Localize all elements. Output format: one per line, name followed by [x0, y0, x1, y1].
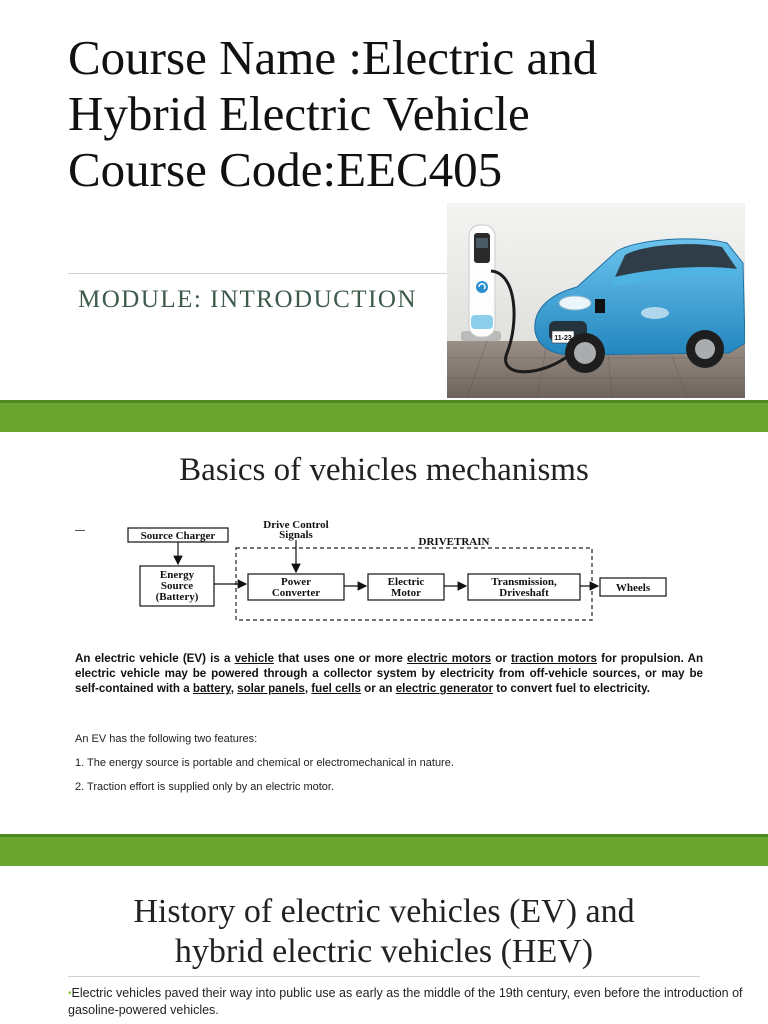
paragraph-text: to convert fuel to electricity. — [493, 682, 650, 695]
vehicle-link[interactable]: vehicle — [234, 652, 274, 665]
bullet-icon: • — [68, 988, 72, 999]
paragraph-text: or — [491, 652, 512, 665]
drivetrain-label: DRIVETRAIN — [418, 536, 490, 548]
license-plate-text: 11-23 — [554, 335, 572, 342]
slide-heading — [0, 892, 768, 972]
ev-charging-photo — [447, 203, 745, 398]
ev-features-list — [75, 732, 703, 804]
ev-definition-paragraph — [75, 651, 703, 696]
heading-line: hybrid electric vehicles (HEV) — [174, 933, 594, 970]
drive-control-label: Drive Control — [263, 519, 329, 531]
electric-motor-label: Motor — [391, 587, 421, 599]
dash-mark — [75, 530, 85, 531]
history-slide — [0, 866, 768, 1024]
feature-item: 2. Traction effort is supplied only by an electric motor. — [75, 781, 335, 793]
features-intro: An EV has the following two features: — [75, 733, 258, 745]
course-title-line: Hybrid Electric Vehicle — [68, 86, 530, 141]
heading-divider — [68, 976, 700, 977]
electric-generator-link[interactable]: electric generator — [395, 682, 494, 695]
module-subtitle: MODULE: INTRODUCTION — [78, 286, 417, 313]
energy-source-label: (Battery) — [155, 591, 199, 603]
title-divider — [68, 273, 448, 274]
electric-motors-link[interactable]: electric motors — [407, 652, 492, 665]
drive-control-label: Signals — [279, 529, 313, 541]
paragraph-text: that uses one or more — [273, 652, 408, 665]
bullet-text: Electric vehicles paved their way into public use as early as the middle of the 19th century, even before the introduction of gasoline-powered vehicles. — [68, 986, 743, 1017]
course-title-line: Course Name :Electric and — [68, 30, 598, 85]
wheels-label: Wheels — [615, 582, 651, 594]
source-charger-label: Source Charger — [140, 530, 216, 542]
solar-panels-link[interactable]: solar panels — [237, 682, 305, 695]
course-title — [68, 30, 748, 198]
fuel-cells-link[interactable]: fuel cells — [311, 682, 361, 695]
title-slide — [0, 0, 768, 400]
paragraph-text: for propulsion. An electric vehicle may be powered through a collector system by electricity from off-vehicle sources, or may be self-contained with a — [75, 652, 704, 695]
battery-link[interactable]: battery — [192, 682, 231, 695]
energy-source-label: Source — [160, 580, 194, 592]
electric-motor-label: Electric — [387, 576, 425, 588]
paragraph-text: An electric vehicle (EV) is a — [75, 652, 235, 665]
course-title-line: Course Code:EEC405 — [68, 142, 503, 197]
section-divider-band — [0, 834, 768, 866]
feature-item: 1. The energy source is portable and chemical or electromechanical in nature. — [75, 757, 454, 769]
paragraph-text: , — [304, 682, 312, 695]
basics-slide — [0, 432, 768, 834]
heading-line: History of electric vehicles (EV) and — [133, 893, 635, 930]
power-converter-label: Power — [281, 576, 311, 588]
history-bullet — [68, 985, 748, 1019]
traction-motors-link[interactable]: traction motors — [511, 652, 597, 665]
slide-heading: Basics of vehicles mechanisms — [179, 452, 589, 488]
transmission-label: Driveshaft — [499, 587, 549, 599]
drivetrain-block-diagram — [120, 518, 680, 628]
transmission-label: Transmission, — [491, 576, 557, 588]
paragraph-text: or an — [360, 682, 396, 695]
paragraph-text: , — [230, 682, 238, 695]
section-divider-band — [0, 400, 768, 432]
energy-source-label: Energy — [159, 569, 195, 581]
power-converter-label: Converter — [271, 587, 321, 599]
